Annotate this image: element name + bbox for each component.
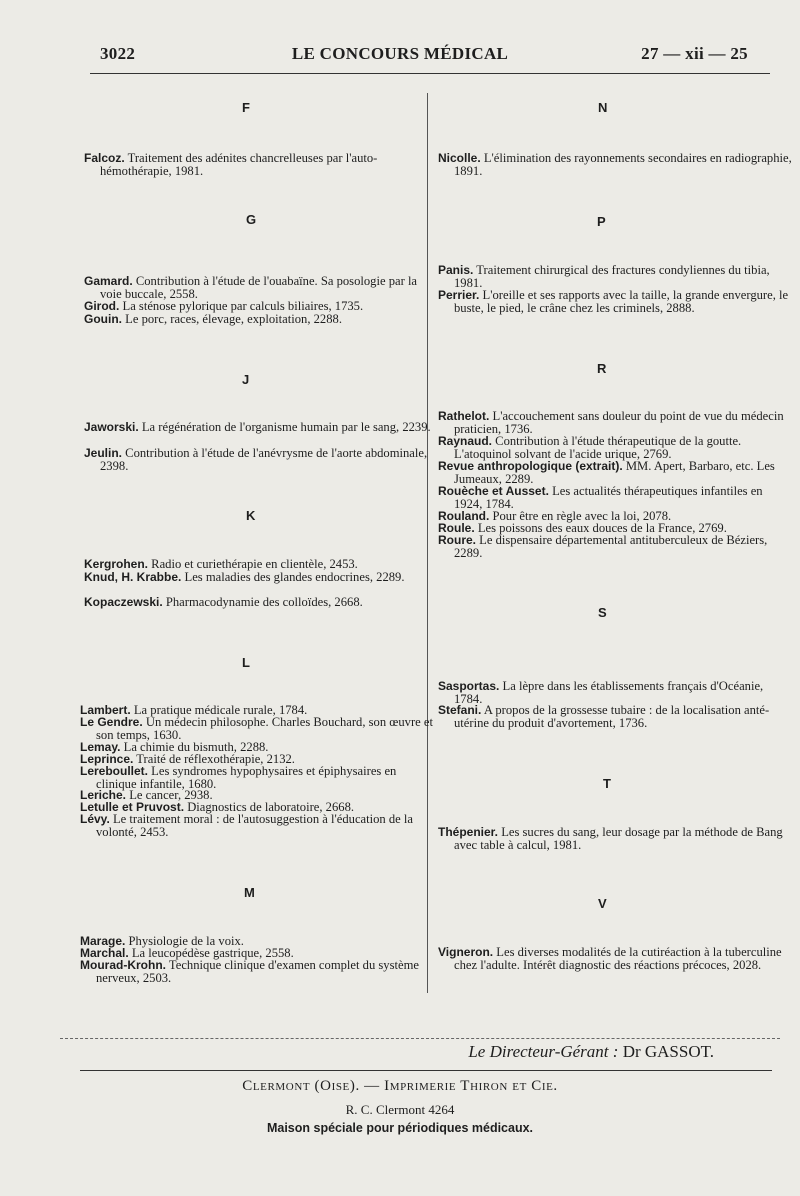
entry-author: Jeulin. [84,446,123,460]
entry-author: Rouèche et Ausset. [438,484,549,498]
entry-author: Lemay. [80,740,121,754]
page-number: 3022 [100,44,136,63]
entry-author: Rouland. [438,509,490,523]
entry-text: L'oreille et ses rapports avec la taille, la grande envergure, le buste, le pied, le crâne chez les criminels, 2888. [454,288,789,315]
entry-text: Traitement des adénites chancrelleuses par l'auto-hémothérapie, 1981. [100,151,378,178]
header-rule [90,73,770,74]
entry-text: La pratique médicale rurale, 1784. [133,703,308,717]
signature [468,1042,714,1062]
journal-title: LE CONCOURS MÉDICAL [291,44,509,63]
entry-author: Falcoz. [84,151,125,165]
entry-author: Stefani. [438,703,482,717]
issue-date: 27 — xii — 25 [641,44,748,63]
entry-text: MM. Apert, Barbaro, etc. Les Jumeaux, 2289. [454,459,775,486]
section-letter-p: P [597,214,606,229]
index-entry [84,571,440,584]
entry-author: Marchal. [80,946,129,960]
entry-author: Nicolle. [438,151,481,165]
index-entry [80,813,436,839]
signature-name: Dr GASSOT. [622,1042,714,1061]
entry-text: La sténose pylorique par calculs biliaires, 1735. [122,299,364,313]
index-entry [438,534,792,560]
entry-text: Contribution à l'étude de l'ouabaïne. Sa posologie par la voie buccale, 2558. [100,274,418,301]
entry-text: L'élimination des rayonnements secondaires en radiographie, 1891. [454,151,792,178]
entry-text: La lèpre dans les établissements français d'Océanie, 1784. [454,679,764,706]
entry-text: Technique clinique d'examen complet du système nerveux, 2503. [96,958,419,985]
entry-author: Rathelot. [438,409,490,423]
entry-author: Roule. [438,521,475,535]
entry-author: Sasportas. [438,679,500,693]
entry-author: Thépenier. [438,825,499,839]
entry-text: Les sucres du sang, leur dosage par la méthode de Bang avec table à calcul, 1981. [454,825,783,852]
entry-author: Kergrohen. [84,557,149,571]
registry-number: R. C. Clermont 4264 [345,1102,455,1117]
index-entry [438,946,792,972]
entry-author: Jaworski. [84,420,139,434]
index-entry [438,410,792,436]
index-entry [438,435,792,461]
index-entry [84,152,440,178]
entry-author: Gamard. [84,274,133,288]
section-letter-n: N [598,100,608,115]
index-entry [438,460,792,486]
index-entry [438,485,792,511]
entry-author: Le Gendre. [80,715,143,729]
entry-author: Roure. [438,533,477,547]
entry-text: Un médecin philosophe. Charles Bouchard, son œuvre et son temps, 1630. [96,715,433,742]
index-entry [84,596,440,609]
entry-author: Girod. [84,299,120,313]
entry-text: Contribution à l'étude de l'anévrysme de l'aorte abdominale, 2398. [100,446,428,473]
entry-text: Radio et curiethérapie en clientèle, 2453. [151,557,358,571]
entry-author: Revue anthropologique (extrait). [438,459,623,473]
entry-text: Traitement chirurgical des fractures condyliennes du tibia, 1981. [454,263,770,290]
entry-text: Traité de réflexothérapie, 2132. [136,752,295,766]
entry-text: Le traitement moral : de l'autosuggestion à l'éducation de la volonté, 2453. [96,812,413,839]
entry-author: Panis. [438,263,474,277]
entry-text: Le porc, races, élevage, exploitation, 2288. [125,312,342,326]
signature-role: Le Directeur-Gérant : [468,1042,619,1061]
section-letter-k: K [246,508,256,523]
entry-author: Marage. [80,934,126,948]
entry-text: Le cancer, 2938. [129,788,213,802]
entry-text: Diagnostics de laboratoire, 2668. [187,800,355,814]
entry-text: Le dispensaire départemental antituberculeux de Béziers, 2289. [454,533,768,560]
printer-imprint: Clermont (Oise). — Imprimerie Thiron et Cie. [242,1078,558,1094]
entry-author: Knud, H. Krabbe. [84,570,182,584]
section-letter-f: F [242,100,250,115]
entry-author: Vigneron. [438,945,494,959]
index-entry [80,959,436,985]
entry-text: Physiologie de la voix. [128,934,244,948]
entry-author: Kopaczewski. [84,595,163,609]
entry-text: Les diverses modalités de la cutiréaction à la tuberculine chez l'adulte. Intérêt diagnostic des réactions précoces, 2028. [454,945,782,972]
entry-text: La chimie du bismuth, 2288. [123,740,269,754]
index-entry [438,826,792,852]
entry-author: Mourad-Krohn. [80,958,166,972]
entry-text: Pharmacodynamie des colloïdes, 2668. [165,595,363,609]
index-entry [438,264,792,290]
entry-text: Contribution à l'étude thérapeutique de la goutte. L'atoquinol solvant de l'acide urique, 2769. [454,434,742,461]
entry-text: La leucopédèse gastrique, 2558. [131,946,294,960]
entry-text: Pour être en règle avec la loi, 2078. [492,509,672,523]
section-letter-r: R [597,361,607,376]
entry-text: Les poissons des eaux douces de la France, 2769. [477,521,727,535]
section-letter-l: L [242,655,250,670]
entry-author: Gouin. [84,312,122,326]
entry-author: Letulle et Pruvost. [80,800,185,814]
entry-author: Lereboullet. [80,764,149,778]
entry-text: La régénération de l'organisme humain par le sang, 2239. [141,420,431,434]
section-letter-g: G [246,212,257,227]
entry-author: Lévy. [80,812,110,826]
entry-text: Les syndromes hypophysaires et épiphysaires en clinique infantile, 1680. [96,764,397,791]
entry-author: Lambert. [80,703,131,717]
index-entry [438,704,792,730]
entry-text: A propos de la grossesse tubaire : de la localisation anté-utérine du produit d'avortement, 1736. [454,703,770,730]
index-entry [84,275,440,301]
section-letter-j: J [242,372,250,387]
entry-author: Leriche. [80,788,127,802]
entry-author: Perrier. [438,288,480,302]
section-letter-v: V [598,896,607,911]
footer-dashed-rule [60,1038,780,1039]
index-entry [438,152,792,178]
entry-text: L'accouchement sans douleur du point de vue du médecin praticien, 1736. [454,409,784,436]
index-entry [438,289,792,315]
column-divider [427,93,428,993]
index-entry [84,421,440,434]
section-letter-s: S [598,605,607,620]
section-letter-m: M [244,885,255,900]
entry-author: Leprince. [80,752,134,766]
section-letter-t: T [603,776,611,791]
index-entry [84,447,440,473]
entry-text: Les actualités thérapeutiques infantiles en 1924, 1784. [454,484,763,511]
entry-text: Les maladies des glandes endocrines, 2289. [184,570,405,584]
entry-author: Raynaud. [438,434,493,448]
printer-tagline: Maison spéciale pour périodiques médicaux. [266,1121,534,1135]
index-entry [80,716,436,742]
index-entry [84,313,440,326]
footer-rule [80,1070,772,1071]
